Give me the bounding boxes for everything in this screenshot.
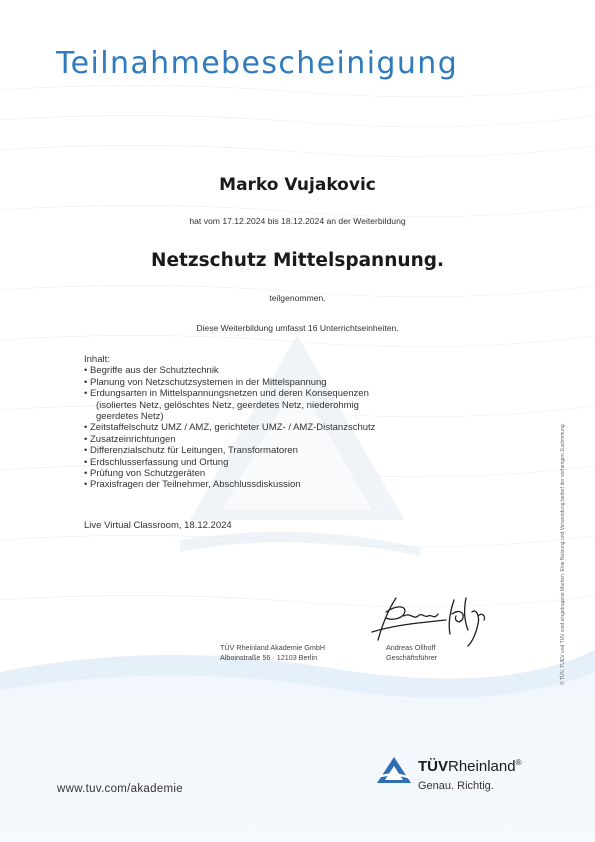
issuer-name: TÜV Rheinland Akademie GmbH [220, 643, 326, 652]
copyright-notice: © TÜV, TUEV und TUV sind eingetragene Marken. Eine Nutzung und Verwendung bedarf der vorherigen Zustimmung. [560, 423, 566, 685]
website-url: www.tuv.com/akademie [57, 783, 183, 795]
participated-text: teilgenommen. [269, 293, 326, 303]
tuv-triangle-icon [376, 756, 412, 784]
participant-name: Marko Vujakovic [219, 175, 376, 195]
brand-slogan: Genau. Richtig. [418, 780, 494, 792]
content-item-continuation: geerdetes Netz) [96, 411, 164, 423]
signer-role: Geschäftsführer [386, 653, 438, 662]
issuer-block [220, 643, 325, 663]
content-item: • Zusatzeinrichtungen [84, 434, 375, 445]
units-line: Diese Weiterbildung umfasst 16 Unterrichtseinheiten. [196, 323, 399, 333]
signature [368, 590, 498, 650]
signer-block [386, 643, 437, 663]
content-item: • Begriffe aus der Schutztechnik [84, 365, 375, 376]
content-list [84, 365, 375, 490]
content-heading: Inhalt: [84, 354, 110, 365]
issuer-address: Alboinstraße 56 · 12103 Berlin [220, 653, 318, 662]
content-item: • Differenzialschutz für Leitungen, Transformatoren [84, 445, 375, 456]
content-item: • Erdschlusserfassung und Ortung [84, 457, 375, 468]
content-item-continuation: (isoliertes Netz, gelöschtes Netz, geerdetes Netz, niederohmig [96, 399, 359, 411]
content-item: • Praxisfragen der Teilnehmer, Abschlussdiskussion [84, 479, 375, 490]
dates-line: hat vom 17.12.2024 bis 18.12.2024 an der Weiterbildung [189, 216, 406, 226]
brand-logo: TÜVRheinland® [418, 758, 522, 775]
content-item: • Planung von Netzschutzsystemen in der Mittelspannung [84, 377, 375, 388]
content-item: • Erdungsarten in Mittelspannungsnetzen und deren Konsequenzen (isoliertes Netz, gelöschtes Netz, geerdetes Netz, niederohmig geerdetes Netz) [84, 388, 375, 422]
course-title: Netzschutz Mittelspannung. [150, 250, 445, 271]
content-item: • Prüfung von Schutzgeräten [84, 468, 375, 479]
content-section [84, 354, 375, 491]
content-item: • Zeitstaffelschutz UMZ / AMZ, gerichteter UMZ- / AMZ-Distanzschutz [84, 422, 375, 433]
place-date: Live Virtual Classroom, 18.12.2024 [84, 520, 232, 531]
document-title: Teilnahmebescheinigung [56, 46, 459, 81]
signer-name: Andreas Ollhoff [386, 643, 436, 652]
